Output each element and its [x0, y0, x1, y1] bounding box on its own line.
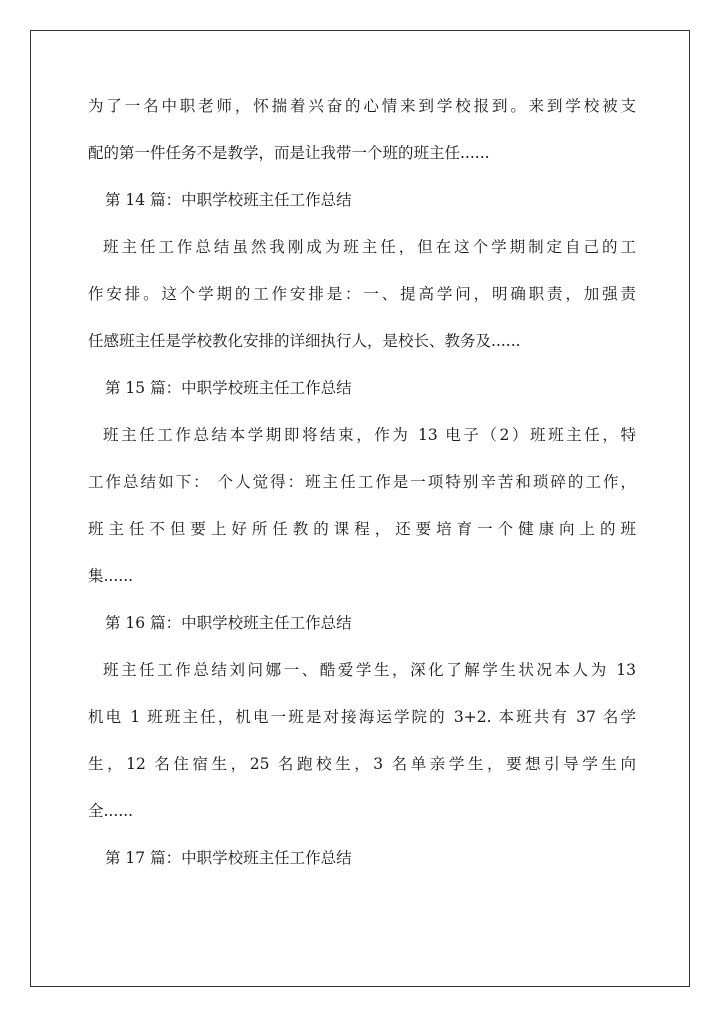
- section-heading: 第 15 篇：中职学校班主任工作总结: [105, 379, 352, 397]
- text-line: 班主任不但要上好所任教的课程，还要培育一个健康向上的班: [88, 520, 636, 538]
- text-line: 为了一名中职老师，怀揣着兴奋的心情来到学校报到。来到学校被支: [88, 97, 636, 115]
- text-line: 工作总结如下： 个人觉得：班主任工作是一项特别辛苦和琐碎的工作，: [88, 473, 636, 491]
- section-heading: 第 14 篇：中职学校班主任工作总结: [105, 191, 352, 209]
- text-line: 班主任工作总结刘问娜一、酷爱学生，深化了解学生状况本人为 13: [103, 661, 636, 679]
- text-line: 任感班主任是学校教化安排的详细执行人，是校长、教务及......: [88, 332, 521, 350]
- text-line: 作安排。这个学期的工作安排是：一、提高学问，明确职责，加强责: [88, 285, 636, 303]
- text-line: 生，12 名住宿生，25 名跑校生，3 名单亲学生，要想引导学生向: [88, 755, 636, 773]
- text-line: 集......: [88, 567, 134, 585]
- text-line: 班主任工作总结本学期即将结束，作为 13 电子（2）班班主任，特: [103, 426, 636, 444]
- section-heading: 第 17 篇：中职学校班主任工作总结: [105, 849, 352, 867]
- text-line: 配的第一件任务不是教学，而是让我带一个班的班主任......: [88, 144, 490, 162]
- text-line: 全......: [88, 802, 134, 820]
- text-line: 班主任工作总结虽然我刚成为班主任，但在这个学期制定自己的工: [103, 238, 636, 256]
- text-line: 机电 1 班班主任，机电一班是对接海运学院的 3+2. 本班共有 37 名学: [88, 708, 636, 726]
- document-body: [88, 95, 636, 870]
- section-heading: 第 16 篇：中职学校班主任工作总结: [105, 614, 352, 632]
